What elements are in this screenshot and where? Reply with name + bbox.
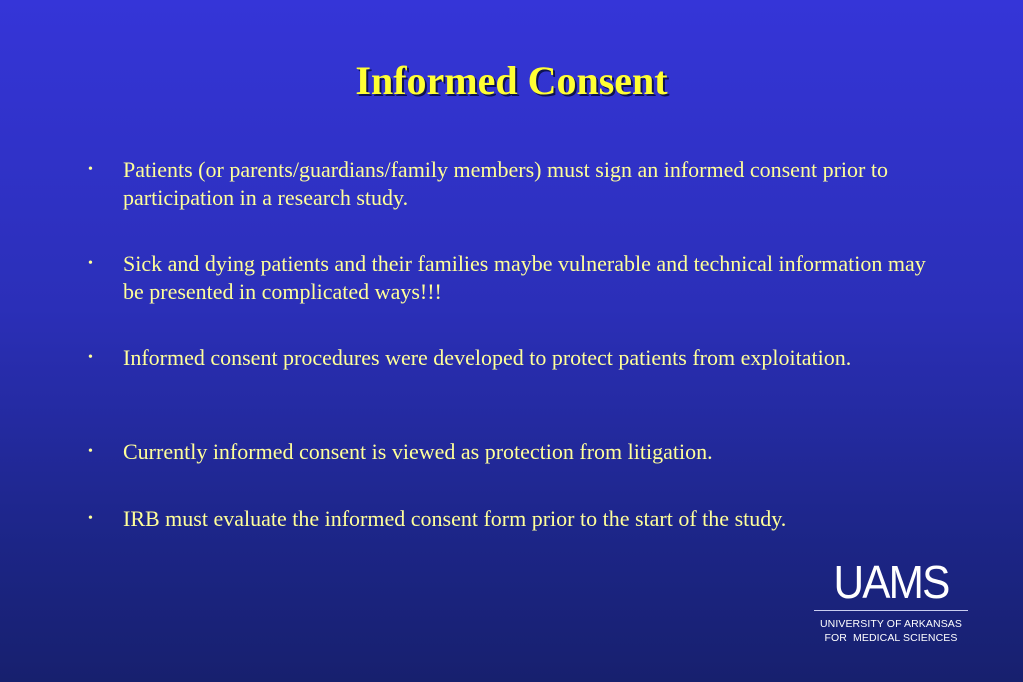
- logo-line-1: UNIVERSITY OF ARKANSAS: [819, 618, 963, 630]
- slide-title: Informed Consent: [355, 58, 668, 103]
- uams-logo: [812, 556, 970, 645]
- bullet-item: [88, 344, 938, 372]
- bullet-icon: •: [88, 256, 93, 271]
- bullet-icon: •: [88, 511, 93, 526]
- bullet-icon: •: [88, 350, 93, 365]
- bullet-text: Informed consent procedures were developed to protect patients from exploitation.: [123, 345, 852, 370]
- bullet-icon: •: [88, 444, 93, 459]
- logo-wordmark: UAMS: [833, 556, 949, 608]
- bullet-text: Patients (or parents/guardians/family members) must sign an informed consent prior to participation in a research study.: [123, 157, 888, 210]
- bullet-item: [88, 438, 938, 466]
- logo-divider: [814, 610, 968, 611]
- bullet-item: [88, 156, 938, 212]
- bullet-text: IRB must evaluate the informed consent form prior to the start of the study.: [123, 506, 787, 531]
- logo-line-2: FOR MEDICAL SCIENCES: [824, 632, 958, 644]
- bullet-item: [88, 505, 938, 533]
- bullet-item: [88, 250, 938, 306]
- bullet-icon: •: [88, 162, 93, 177]
- bullet-text: Currently informed consent is viewed as protection from litigation.: [123, 439, 713, 464]
- bullet-text: Sick and dying patients and their families maybe vulnerable and technical information may be presented in complicated ways!!!: [123, 251, 926, 304]
